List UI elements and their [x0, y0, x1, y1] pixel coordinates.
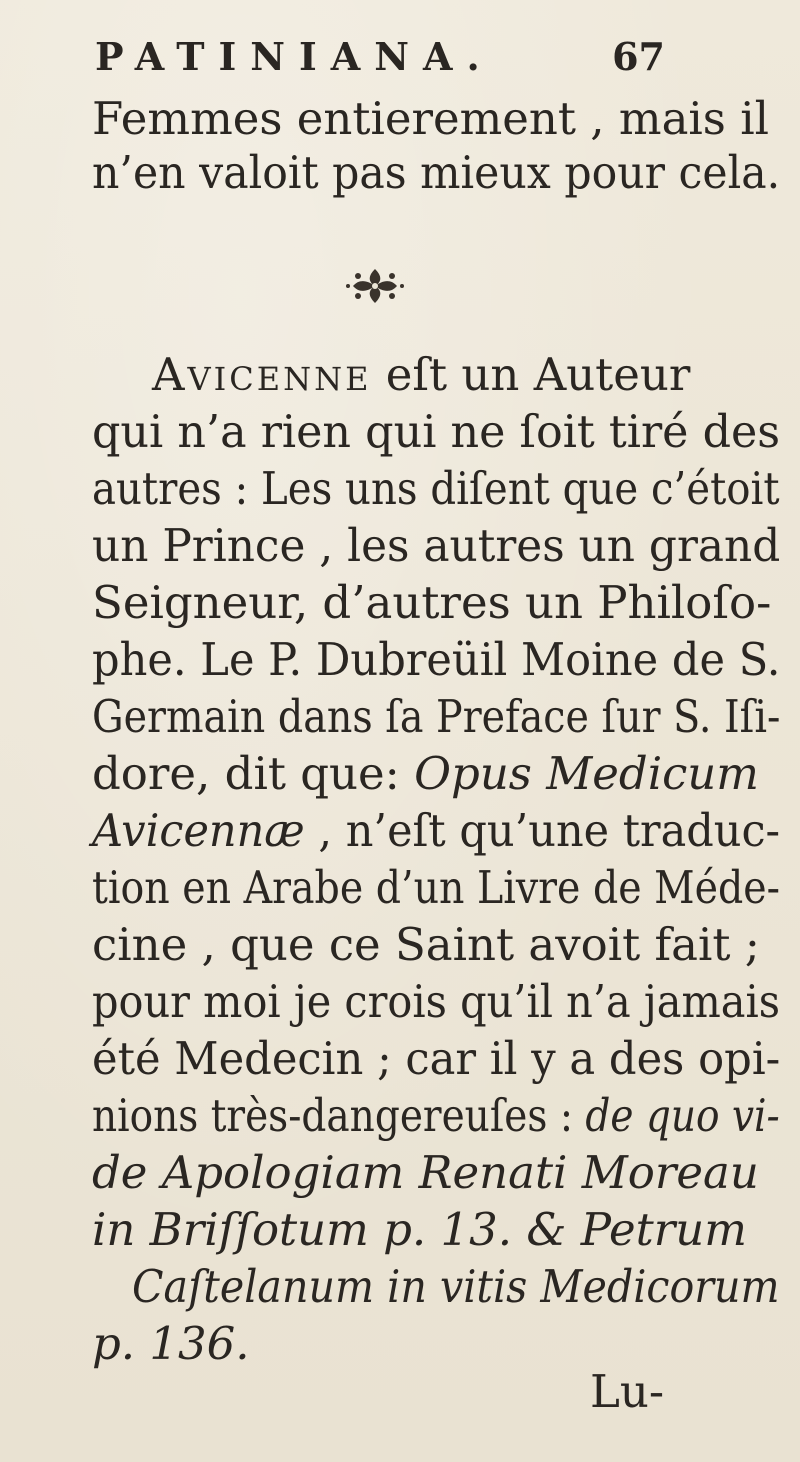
italic-span: Opus Medicum: [414, 747, 759, 800]
text-line: [92, 1091, 780, 1141]
text-line: cine , que ce Saint avoit fait ;: [92, 918, 760, 971]
page-number: 67: [612, 34, 665, 79]
text-line: un Prince , les autres un grand: [92, 519, 781, 572]
text-line: été Medecin ; car il y a des opi-: [92, 1032, 781, 1085]
fleuron-ornament-icon: [345, 265, 405, 307]
page-header: [95, 34, 665, 84]
text-span: nions très-dangereuſes :: [92, 1089, 586, 1142]
text-line: de Apologiam Renati Moreau: [92, 1146, 759, 1199]
text-span: dore, dit que:: [92, 747, 415, 800]
catchword: Lu-: [590, 1365, 665, 1418]
text-span: eſt un Auteur: [371, 348, 691, 401]
text-line: phe. Le P. Dubreüil Moine de S.: [92, 633, 781, 686]
running-title: PATINIANA.: [95, 34, 494, 79]
text-line: qui n’a rien qui ne ſoit tiré des: [92, 405, 781, 458]
text-line: Femmes entierement , mais il: [92, 92, 769, 145]
text-line: tion en Arabe d’un Livre de Méde-: [92, 861, 780, 914]
text-line: [152, 350, 690, 400]
text-line: Seigneur, d’autres un Philoſo-: [92, 576, 772, 629]
text-line: [92, 749, 759, 799]
text-line: in Briſſotum p. 13. & Petrum: [92, 1203, 747, 1256]
italic-span: Avicennæ: [92, 804, 305, 857]
text-line: [92, 806, 780, 856]
text-line: pour moi je crois qu’il n’a jamais: [92, 975, 781, 1028]
text-line: p. 136.: [92, 1317, 250, 1370]
text-span: , n’eſt qu’une traduc-: [304, 804, 781, 857]
text-line: autres : Les uns diſent que c’étoit: [92, 462, 780, 515]
text-line: n’en valoit pas mieux pour cela.: [92, 146, 781, 199]
avicenne-small-caps: Avicenne: [152, 348, 372, 401]
text-line: Germain dans ſa Preface ſur S. Iſi-: [92, 690, 781, 743]
text-line: Caſtelanum in vitis Medicorum: [132, 1260, 780, 1313]
italic-span: de quo vi-: [585, 1089, 780, 1142]
